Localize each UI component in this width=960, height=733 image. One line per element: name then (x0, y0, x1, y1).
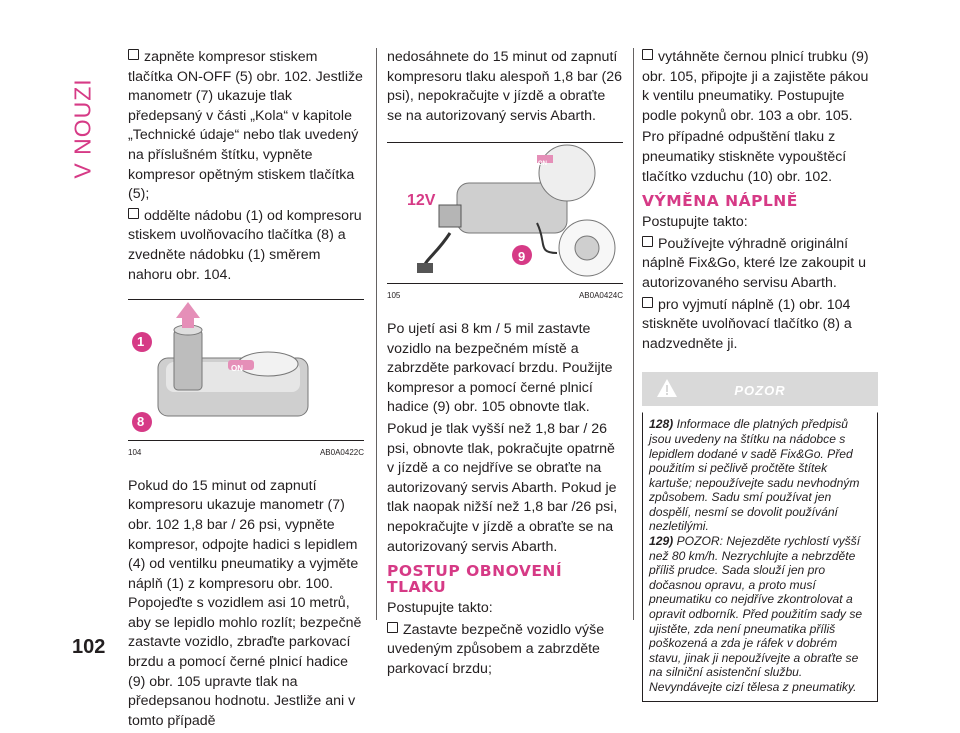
checkbox-bullet-icon (642, 236, 653, 247)
paragraph: nedosáhnete do 15 minut od zapnutí kompresoru tlaku alespoň 1,8 bar (26 psi), nepokračujte v jízdě a obraťte se na autorizovaný servis Abarth. (387, 49, 623, 124)
warning-title: POZOR (734, 383, 786, 399)
checkbox-bullet-icon (128, 208, 139, 219)
checkbox-bullet-icon (387, 622, 398, 633)
figure-code: AB0A0424C (578, 291, 623, 301)
figure-105 (387, 142, 623, 284)
page-number: 102 (72, 636, 106, 658)
figure-code: AB0A0422C (319, 448, 364, 458)
paragraph: Používejte výhradně originální náplně Fix&Go, které lze zakoupit u autorizovaného servisu Abarth. (642, 235, 866, 291)
paragraph: Postupujte takto: (387, 600, 493, 617)
paragraph: oddělte nádobu (1) od kompresoru stiskem uvolňovacího tlačítka (8) a zvedněte nádobku (1) směrem nahoru obr. 104. (128, 207, 362, 283)
figure-104 (128, 299, 364, 441)
figure-number: 104 (128, 448, 142, 458)
warning-body (642, 412, 878, 701)
paragraph: pro vyjmutí náplně (1) obr. 104 stiskněte uvolňovací tlačítko (8) a nadzvedněte ji. (642, 296, 852, 352)
paragraph: Zastavte bezpečně vozidlo výše uvedeným způsobem a zabrzděte parkovací brzdu; (387, 621, 605, 677)
section-heading: VÝMĚNA NÁPLNĚ (642, 192, 798, 211)
callout-8: 8 (137, 414, 145, 430)
compressor-cartridge-illustration (128, 300, 364, 440)
paragraph: Po ujetí asi 8 km / 5 mil zastavte vozidlo na bezpečném místě a zabrzděte parkovací brzdu. Použijte kompresor a pomocí černé plnicí hadice (9) obr. 105 obnovte tlak. (387, 320, 613, 416)
checkbox-bullet-icon (128, 49, 139, 60)
on-label: ON (538, 161, 547, 168)
paragraph: Postupujte takto: (642, 214, 748, 231)
column-1 (128, 48, 364, 733)
paragraph: zapněte kompresor stiskem tlačítka ON-OFF (5) obr. 102. Jestliže manometr (7) ukazuje tlak předepsaný v části „Kola“ v kapitole „Technické údaje“ nebo tlak uvedený na příslušném štítku, vypněte kompresor opětným stiskem tlačítka (5); (128, 49, 363, 203)
chapter-side-title (68, 60, 98, 200)
figure-caption (387, 286, 623, 306)
checkbox-bullet-icon (642, 49, 653, 60)
compressor-hose-illustration (387, 143, 623, 283)
callout-9: 9 (518, 249, 526, 265)
column-divider (376, 48, 377, 620)
paragraph: Pokud je tlak vyšší než 1,8 bar / 26 psi, obnovte tlak, pokračujte opatrně v jízdě a co nejdříve se obraťte na autorizovaný servis Abarth. Pokud je tlak naopak nižší než 1,8 bar /26 psi, nepokračujte v jízdě a obraťte se na autorizovaný servis Abarth. (387, 420, 618, 555)
column-3 (642, 48, 878, 702)
warning-header (642, 372, 878, 406)
on-label: ON (231, 364, 243, 374)
checkbox-bullet-icon (642, 297, 653, 308)
figure-number: 105 (387, 291, 401, 301)
section-heading: POSTUP OBNOVENÍ TLAKU (387, 562, 563, 597)
figure-caption (128, 443, 364, 463)
callout-1: 1 (137, 334, 145, 350)
paragraph: Pro případné odpuštění tlaku z pneumatiky stiskněte vypouštěcí tlačítko vzduchu (10) obr. 102. (642, 129, 847, 185)
warning-item: 128) Informace dle platných předpisů jsou uvedeny na štítku na nádobce s lepidlem dodané v sadě Fix&Go. Před použitím si pečlivě pročtěte štítek kartuše; nepoužívejte sadu nevhodným způsobem. Sadu smí používat jen dospělí, nesmí se dovolit používání nezletilými. (649, 417, 860, 534)
chapter-title-text: V NOUZI (69, 78, 96, 179)
column-2 (387, 48, 623, 681)
paragraph: Pokud do 15 minut od zapnutí kompresoru ukazuje manometr (7) obr. 102 1,8 bar / 26 psi, vypněte kompresor, odpojte hadici s lepidlem (4) od ventilku pneumatiky a vyjměte náplň (1) z kompresoru obr. 100. Popojeďte s vozidlem asi 10 metrů, aby se lepidlo mohlo rozlít; bezpečně zastavte vozidlo, zbraďte parkovací brzdu a pomocí černé plnicí hadice (9) obr. 105 upravte tlak na předepsanou hodnotu. Jestliže ani v tomto případě (128, 477, 362, 729)
warning-item: 129) POZOR: Nejezděte rychlostí vyšší než 80 km/h. Nezrychlujte a nebrzděte příliš prudce. Sada slouží jen pro dočasnou opravu, a proto musí pneumatiku co nejdříve zkontrolovat a opravit odborník. Před použitím sady se ujistěte, zda není pneumatika příliš poškozená a zda je ráfek v dobrém stavu, jinak ji nepoužívejte a obraťte se na silniční asistenční službu. Nevyndávejte cizí tělesa z pneumatiky. (649, 534, 863, 694)
paragraph: vytáhněte černou plnicí trubku (9) obr. 105, připojte ji a zajistěte pákou k ventilu pneumatiky. Postupujte podle pokynů obr. 103 a obr. 105. (642, 49, 869, 124)
column-divider (633, 48, 634, 620)
voltage-label: 12V (407, 192, 436, 210)
